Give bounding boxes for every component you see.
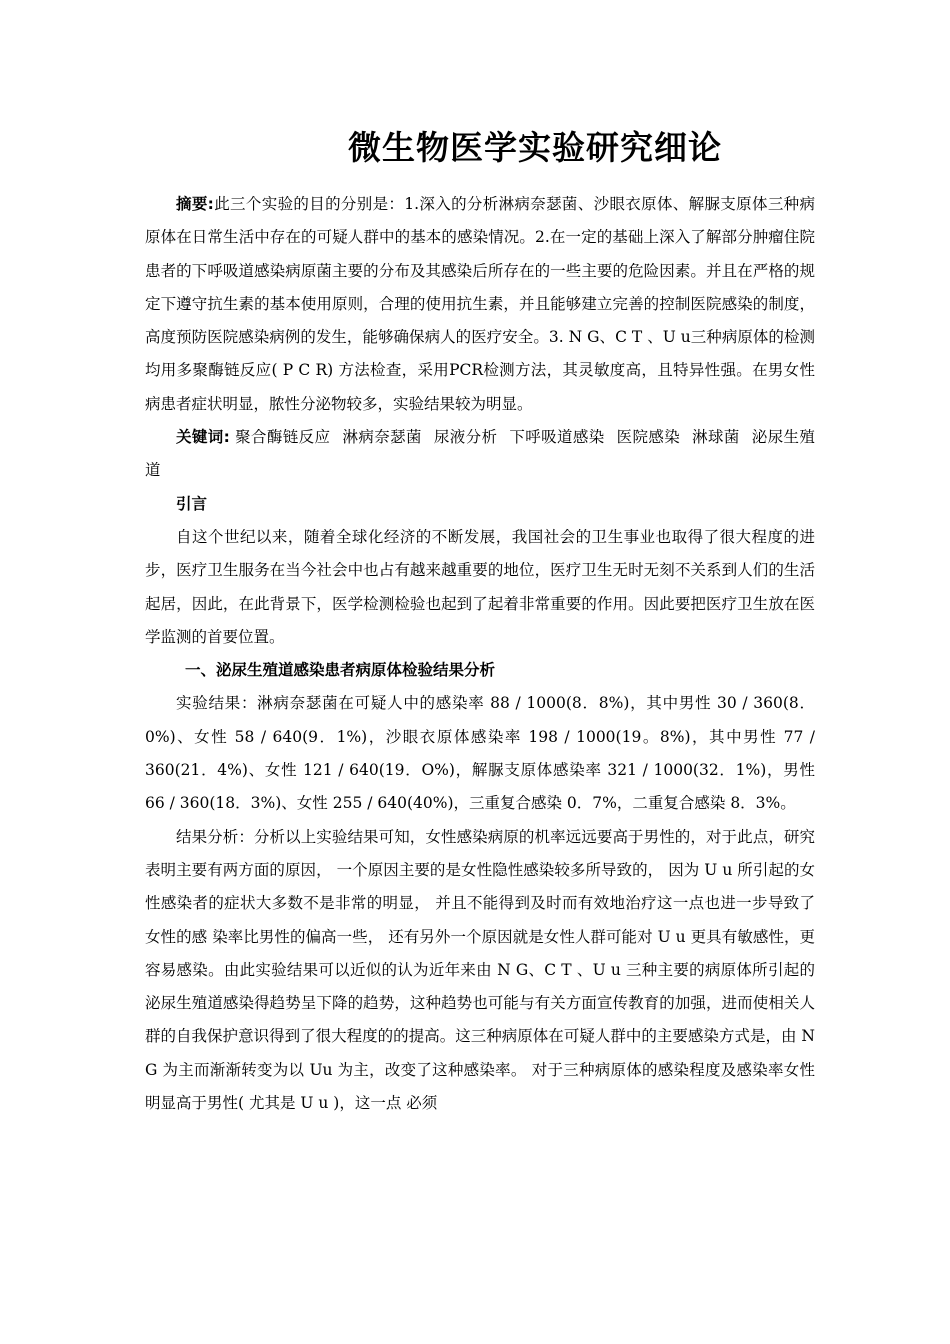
intro-heading: 引言	[176, 494, 208, 513]
abstract-label: 摘要:	[176, 195, 214, 213]
keyword: 淋病奈瑟菌	[342, 428, 422, 447]
keywords-label: 关键词:	[176, 428, 230, 447]
keywords-paragraph	[145, 421, 815, 488]
section-heading: 一、泌尿生殖道感染患者病原体检验结果分析	[185, 661, 496, 680]
analysis-paragraph: 结果分析：分析以上实验结果可知，女性感染病原的机率远远要高于男性的，对于此点，研究表明主要有两方面的原因， 一个原因主要的是女性隐性感染较多所导致的， 因为 U u 所引起的女性感染者的症状大多数不是非常的明显， 并且不能得到及时而有效地治疗这一点也进一步导致了女性的感 染率比男性的偏高一些， 还有另外一个原因就是女性人群可能对 U u 更具有敏感性，更容易感染。由此实验结果可以近似的认为近年来由 N G、C T 、U u 三种主要的病原体所引起的泌尿生殖道感染得趋势呈下降的趋势，这种趋势也可能与有关方面宣传教育的加强，进而使相关人群的自我保护意识得到了很大程度的的提高。这三种病原体在可疑人群中的主要感染方式是，由 N G 为主而渐渐转变为以 Uu 为主，改变了这种感染率。 对于三种病原体的感染程度及感染率女性明显高于男性( 尤其是 U u )，这一点 必须	[145, 827, 815, 1113]
keyword: 泌尿生殖道	[145, 428, 815, 480]
keyword: 尿液分析	[433, 428, 498, 447]
abstract-paragraph	[145, 188, 815, 421]
keyword: 医院感染	[616, 428, 681, 447]
results-paragraph: 实验结果：淋病奈瑟菌在可疑人中的感染率 88 / 1000(8．8%)，其中男性 30 / 360(8．0%)、女性 58 / 640(9．1%)，沙眼衣原体感染率 198 / 1000(19。8%)，其中男性 77 / 360(21．4%)、女性 121 / 640(19．O%)，解脲支原体感染率 321 / 1000(32．1%)，男性 66 / 360(18．3%)、女性 255 / 640(40%)，三重复合感染 0．7%，二重复合感染 8．3%。	[145, 694, 815, 813]
document-title: 微生物医学实验研究细论	[348, 128, 722, 167]
abstract-text: 此三个实验的目的分别是：1.深入的分析淋病奈瑟菌、沙眼衣原体、解脲支原体三种病原体在日常生活中存在的可疑人群中的基本的感染情况。2.在一定的基础上深入了解部分肿瘤住院患者的下呼吸道感染病原菌主要的分布及其感染后所存在的一些主要的危险因素。并且在严格的规定下遵守抗生素的基本使用原则，合理的使用抗生素，并且能够建立完善的控制医院感染的制度，高度预防医院感染病例的发生，能够确保病人的医疗安全。3. N G、C T 、U u三种病原体的检测均用多聚酶链反应( P C R) 方法检查，采用PCR检测方法，其灵敏度高，且特异性强。在男女性病患者症状明显，脓性分泌物较多，实验结果较为明显。	[145, 195, 815, 413]
keyword: 下呼吸道感染	[509, 428, 605, 447]
keyword: 聚合酶链反应	[235, 428, 331, 447]
document-body	[145, 188, 815, 1120]
keyword: 淋球菌	[692, 428, 740, 447]
intro-paragraph: 自这个世纪以来，随着全球化经济的不断发展，我国社会的卫生事业也取得了很大程度的进步，医疗卫生服务在当今社会中也占有越来越重要的地位，医疗卫生无时无刻不关系到人们的生活起居，因此，在此背景下，医学检测检验也起到了起着非常重要的作用。因此要把医疗卫生放在医学监测的首要位置。	[145, 527, 815, 646]
